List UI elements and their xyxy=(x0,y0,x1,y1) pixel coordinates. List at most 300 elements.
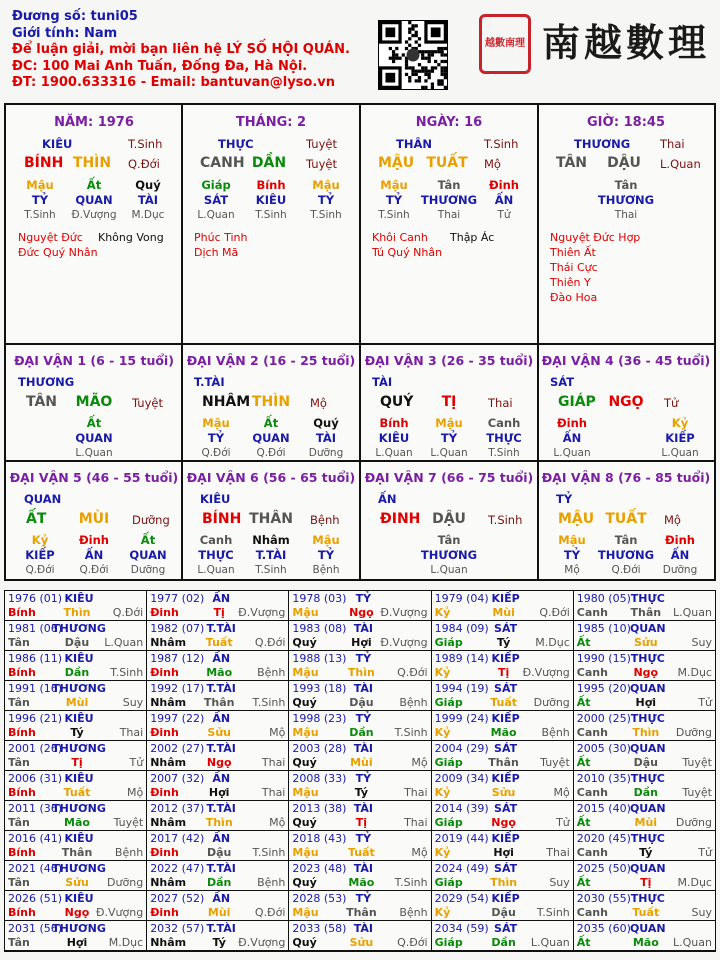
year-label: 2011 (36) xyxy=(8,802,63,815)
year-stem: Giáp xyxy=(434,756,463,769)
year-ten-god: THƯƠNG xyxy=(52,622,106,635)
year-stem: Quý xyxy=(292,936,317,949)
year-cell xyxy=(289,621,431,651)
year-state: M.Dục xyxy=(677,666,712,679)
pillar-state: T.Sinh xyxy=(128,137,163,151)
year-cell xyxy=(432,741,574,771)
year-ten-god: KIẾP xyxy=(491,772,520,785)
hidden-state: Q.Đới xyxy=(611,564,641,576)
hidden-stem: Giáp xyxy=(201,178,231,192)
year-state: L.Quan xyxy=(104,636,144,649)
hidden-ten-god: QUAN xyxy=(129,548,167,562)
hidden-state: Thai xyxy=(437,209,461,221)
year-cell xyxy=(5,891,147,921)
year-cell xyxy=(289,801,431,831)
hidden-ten-god: THỰC xyxy=(198,548,234,562)
year-cell xyxy=(147,681,289,711)
year-cell xyxy=(574,891,716,921)
year-stem: Đinh xyxy=(150,906,179,919)
year-label: 1977 (02) xyxy=(150,592,205,605)
year-ten-god: KIÊU xyxy=(64,772,94,785)
year-state: Mộ xyxy=(411,756,428,769)
pillar-heavenly-stem: TÂN xyxy=(556,155,588,171)
year-label: 1976 (01) xyxy=(8,592,63,605)
year-stem: Tân xyxy=(8,876,30,889)
dai-van-branch: THÂN xyxy=(249,511,293,527)
year-stem: Canh xyxy=(576,786,608,799)
year-ten-god: TÀI xyxy=(353,922,374,935)
year-state: Bệnh xyxy=(399,906,428,919)
year-ten-god: THƯƠNG xyxy=(52,862,106,875)
hidden-state: T.Sinh xyxy=(378,209,410,221)
year-label: 2004 (29) xyxy=(434,742,489,755)
year-cell xyxy=(5,621,147,651)
year-label: 2000 (25) xyxy=(576,712,631,725)
year-label: 2021 (46) xyxy=(8,862,63,875)
hidden-ten-god: THƯƠNG xyxy=(420,193,478,207)
year-cell xyxy=(432,921,574,951)
year-state: Mộ xyxy=(126,786,144,799)
year-label: 2030 (55) xyxy=(576,892,631,905)
dai-van-branch: MÃO xyxy=(75,394,113,410)
year-ten-god: T.TÀI xyxy=(206,922,236,935)
year-stem: Nhâm xyxy=(150,636,187,649)
dai-van-ten-god: TỶ xyxy=(556,492,573,506)
year-stem: Mậu xyxy=(292,666,319,679)
pillar-ten-god: THÂN xyxy=(396,137,432,151)
year-cell xyxy=(289,681,431,711)
hidden-state: L.Quan xyxy=(197,564,235,576)
year-branch: Ngọ xyxy=(64,906,90,919)
dai-van-state: Thai xyxy=(488,396,513,410)
year-branch: Thìn xyxy=(632,726,660,739)
hidden-state: Q.Đới xyxy=(25,564,55,576)
year-label: 2010 (35) xyxy=(576,772,631,785)
phone-email-line: ĐT: 1900.633316 - Email: bantuvan@lyso.vn xyxy=(12,75,336,90)
year-label: 2016 (41) xyxy=(8,832,63,845)
year-label: 2005 (30) xyxy=(576,742,631,755)
hidden-ten-god: QUAN xyxy=(75,193,113,207)
hidden-state: T.Sinh xyxy=(24,209,56,221)
year-state: Mộ xyxy=(269,816,286,829)
year-stem: Mậu xyxy=(292,606,319,619)
year-state: Suy xyxy=(691,906,712,919)
year-cell xyxy=(574,591,716,621)
year-ten-god: ẤN xyxy=(212,712,231,725)
year-branch: Dần xyxy=(64,666,90,679)
pillar-earthly-branch: THÌN xyxy=(72,155,112,171)
grid-divider xyxy=(6,460,714,462)
year-stem: Giáp xyxy=(434,636,463,649)
hidden-ten-god: TỶ xyxy=(317,548,335,562)
year-label: 2001 (26) xyxy=(8,742,63,755)
year-ten-god: THƯƠNG xyxy=(52,682,106,695)
hidden-stem: Nhâm xyxy=(252,533,290,547)
year-ten-god: KIÊU xyxy=(64,832,94,845)
dai-van-title: ĐẠI VẬN 2 (16 - 25 tuổi) xyxy=(186,353,356,368)
hidden-ten-god: THƯƠNG xyxy=(420,548,478,562)
hidden-state: L.Quan xyxy=(197,209,235,221)
year-label: 1987 (12) xyxy=(150,652,205,665)
year-branch: Dần xyxy=(491,936,516,949)
dai-van-state: Mộ xyxy=(310,396,327,410)
year-stem: Kỷ xyxy=(434,906,451,919)
year-cell xyxy=(432,681,574,711)
dai-van-title: ĐẠI VẬN 8 (76 - 85 tuổi) xyxy=(541,470,711,485)
year-cell xyxy=(574,831,716,861)
year-label: 1982 (07) xyxy=(150,622,205,635)
year-stem: Quý xyxy=(292,816,317,829)
year-cell xyxy=(5,861,147,891)
year-cell xyxy=(574,801,716,831)
year-ten-god: SÁT xyxy=(494,742,518,755)
hidden-stem: Bính xyxy=(379,416,409,430)
dai-van-branch: DẬU xyxy=(432,511,466,527)
year-state: Suy xyxy=(691,636,712,649)
pillar-earthly-branch: DẦN xyxy=(251,155,287,171)
year-ten-god: TỶ xyxy=(355,772,372,785)
year-branch: Tị xyxy=(355,816,368,829)
hidden-ten-god: QUAN xyxy=(75,431,113,445)
year-state: Tuyệt xyxy=(682,756,712,769)
year-branch: Thìn xyxy=(63,606,91,619)
dai-van-state: Bệnh xyxy=(310,513,340,527)
dai-van-state: Dưỡng xyxy=(132,513,170,527)
year-cell xyxy=(5,591,147,621)
year-stem: Canh xyxy=(576,726,608,739)
hidden-ten-god: ẤN xyxy=(494,193,514,207)
year-stem: Đinh xyxy=(150,846,179,859)
hidden-stem: Tân xyxy=(437,533,461,547)
year-cell xyxy=(147,711,289,741)
year-branch: Tị xyxy=(213,606,225,619)
hidden-state: Thai xyxy=(614,209,638,221)
year-cell xyxy=(5,801,147,831)
hidden-ten-god: QUAN xyxy=(252,431,290,445)
year-branch: Ngọ xyxy=(491,816,516,829)
year-cell xyxy=(147,831,289,861)
year-ten-god: QUAN xyxy=(629,862,666,875)
year-state: Tuyệt xyxy=(113,816,144,829)
year-ten-god: THỰC xyxy=(630,772,665,785)
grid-divider xyxy=(359,105,361,579)
year-branch: Ngọ xyxy=(633,666,659,679)
hidden-ten-god: TỶ xyxy=(207,431,225,445)
year-state: T.Sinh xyxy=(110,666,144,679)
pillar-state: T.Sinh xyxy=(484,137,519,151)
hidden-ten-god: TỶ xyxy=(317,193,335,207)
year-ten-god: T.TÀI xyxy=(206,742,236,755)
year-branch: Thìn xyxy=(347,666,375,679)
year-state: Dưỡng xyxy=(675,726,712,739)
year-ten-god: TÀI xyxy=(353,802,374,815)
year-state: T.Sinh xyxy=(394,876,428,889)
dai-van-stem: ĐINH xyxy=(380,511,421,527)
year-ten-god: KIÊU xyxy=(64,652,94,665)
hidden-stem: Đinh xyxy=(489,178,519,192)
year-cell xyxy=(432,771,574,801)
hidden-state: T.Sinh xyxy=(488,447,520,459)
hidden-ten-god: TỶ xyxy=(31,193,49,207)
year-label: 2018 (43) xyxy=(292,832,347,845)
shen-sha-star: Nguyệt Đức xyxy=(18,231,83,244)
hidden-ten-god: ẤN xyxy=(670,548,690,562)
year-label: 1980 (05) xyxy=(576,592,631,605)
year-state: L.Quan xyxy=(673,936,712,949)
year-stem: Bính xyxy=(8,846,36,859)
year-branch: Dậu xyxy=(206,846,232,859)
hidden-stem: Mậu xyxy=(312,533,340,547)
year-state: Dưỡng xyxy=(107,876,144,889)
year-stem: Tân xyxy=(8,816,30,829)
year-state: Mộ xyxy=(269,726,286,739)
dai-van-title: ĐẠI VẬN 3 (26 - 35 tuổi) xyxy=(364,353,534,368)
year-ten-god: TỶ xyxy=(355,892,372,905)
hidden-stem: Mậu xyxy=(202,416,230,430)
hidden-state: L.Quan xyxy=(75,447,113,459)
year-state: Tử xyxy=(698,696,712,709)
year-state: Bệnh xyxy=(114,846,144,859)
year-label: 2008 (33) xyxy=(292,772,347,785)
year-branch: Tuất xyxy=(347,846,375,859)
dai-van-state: Mộ xyxy=(664,513,681,527)
year-cell xyxy=(432,711,574,741)
year-stem: Nhâm xyxy=(150,816,187,829)
year-stem: Ất xyxy=(576,756,591,769)
year-cell xyxy=(289,591,431,621)
year-label: 2017 (42) xyxy=(150,832,205,845)
year-stem: Mậu xyxy=(292,906,319,919)
year-branch: Tý xyxy=(212,936,226,949)
year-stem: Tân xyxy=(8,936,30,949)
year-ten-god: TỶ xyxy=(355,592,372,605)
shen-sha-star: Thái Cực xyxy=(550,261,598,274)
year-ten-god: TÀI xyxy=(353,862,374,875)
year-state: Đ.Vượng xyxy=(238,936,286,949)
pillar-earthly-branch: DẬU xyxy=(607,155,641,171)
hidden-stem: Mậu xyxy=(435,416,463,430)
year-label: 1990 (15) xyxy=(576,652,631,665)
year-stem: Nhâm xyxy=(150,936,187,949)
year-ten-god: ẤN xyxy=(212,652,231,665)
year-cell xyxy=(574,741,716,771)
shen-sha-star: Thập Ác xyxy=(450,231,495,244)
year-ten-god: KIÊU xyxy=(64,712,94,725)
dai-van-ten-god: TÀI xyxy=(372,375,393,389)
year-stem: Kỷ xyxy=(434,726,451,739)
year-label: 2027 (52) xyxy=(150,892,205,905)
year-cell xyxy=(289,771,431,801)
year-cell xyxy=(5,771,147,801)
year-cell xyxy=(147,621,289,651)
dai-van-branch: TUẤT xyxy=(605,511,647,527)
year-cell xyxy=(5,651,147,681)
year-ten-god: T.TÀI xyxy=(206,622,236,635)
year-branch: Hợi xyxy=(351,636,372,649)
year-stem: Đinh xyxy=(150,726,179,739)
year-state: Bệnh xyxy=(257,876,286,889)
year-stem: Giáp xyxy=(434,936,463,949)
year-state: T.Sinh xyxy=(252,696,286,709)
hidden-stem: Ất xyxy=(86,178,102,192)
grid-divider xyxy=(181,105,183,579)
hidden-ten-god: THỰC xyxy=(486,431,522,445)
pillar-ten-god: THỰC xyxy=(218,137,254,151)
year-label: 2024 (49) xyxy=(434,862,489,875)
year-label: 1995 (20) xyxy=(576,682,631,695)
grid-divider xyxy=(537,105,539,579)
year-label: 2023 (48) xyxy=(292,862,347,875)
year-stem: Tân xyxy=(8,636,30,649)
year-state: Q.Đới xyxy=(397,936,428,949)
year-ten-god: THƯƠNG xyxy=(52,742,106,755)
year-label: 1998 (23) xyxy=(292,712,347,725)
year-stem: Bính xyxy=(8,666,36,679)
hidden-ten-god: THƯƠNG xyxy=(597,193,655,207)
year-state: Mộ xyxy=(411,846,428,859)
brand-logo: 南越數理 xyxy=(541,20,710,65)
dai-van-state: T.Sinh xyxy=(488,513,523,527)
hidden-state: Dưỡng xyxy=(308,447,344,459)
year-state: Q.Đới xyxy=(539,606,570,619)
year-branch: Mão xyxy=(64,816,90,829)
dai-van-ten-god: QUAN xyxy=(24,492,62,506)
year-state: Đ.Vượng xyxy=(238,606,286,619)
dai-van-stem: QUÝ xyxy=(380,394,414,410)
year-label: 2031 (56) xyxy=(8,922,63,935)
year-ten-god: THƯƠNG xyxy=(52,802,106,815)
year-state: Đ.Vượng xyxy=(380,606,428,619)
year-branch: Thân xyxy=(346,906,377,919)
hidden-state: Bệnh xyxy=(312,564,340,576)
year-branch: Hợi xyxy=(635,696,657,709)
year-stem: Nhâm xyxy=(150,876,187,889)
year-stem: Bính xyxy=(8,906,36,919)
year-stem: Đinh xyxy=(150,786,179,799)
year-branch: Dần xyxy=(633,786,658,799)
year-state: L.Quan xyxy=(673,606,712,619)
year-branch: Tý xyxy=(70,726,84,739)
hidden-state: L.Quan xyxy=(375,447,413,459)
hidden-ten-god: TÀI xyxy=(315,431,337,445)
hidden-ten-god: KIẾP xyxy=(665,431,695,445)
grid-divider xyxy=(6,343,714,345)
year-branch: Tị xyxy=(497,666,510,679)
year-state: Suy xyxy=(122,696,144,709)
year-stem: Bính xyxy=(8,786,36,799)
year-cell xyxy=(432,831,574,861)
year-branch: Thìn xyxy=(490,876,518,889)
year-ten-god: ẤN xyxy=(212,592,231,605)
year-label: 2007 (32) xyxy=(150,772,205,785)
hidden-state: L.Quan xyxy=(661,447,699,459)
year-branch: Sửu xyxy=(207,726,231,739)
year-branch: Thân xyxy=(61,846,93,859)
shen-sha-star: Thiên Ất xyxy=(550,246,596,259)
year-branch: Sửu xyxy=(349,936,374,949)
year-state: Thai xyxy=(119,726,144,739)
hidden-state: Q.Đới xyxy=(79,564,109,576)
year-cell xyxy=(289,651,431,681)
year-cell xyxy=(147,741,289,771)
hidden-stem: Ất xyxy=(263,416,279,430)
hidden-stem: Tân xyxy=(614,178,638,192)
hidden-ten-god: TỶ xyxy=(440,431,458,445)
year-ten-god: TÀI xyxy=(353,682,374,695)
year-ten-god: THƯƠNG xyxy=(52,922,106,935)
year-state: Tuyệt xyxy=(540,756,570,769)
year-state: M.Dục xyxy=(535,636,570,649)
year-ten-god: SÁT xyxy=(494,922,518,935)
dai-van-title: ĐẠI VẬN 1 (6 - 15 tuổi) xyxy=(14,353,174,368)
year-state: T.Sinh xyxy=(394,726,428,739)
dai-van-branch: THÌN xyxy=(251,394,291,410)
year-ten-god: THỰC xyxy=(630,652,665,665)
year-ten-god: THỰC xyxy=(630,832,665,845)
pillar-stem-state: Q.Đới xyxy=(128,157,160,171)
dai-van-stem: NHÂM xyxy=(202,394,251,410)
year-ten-god: THỰC xyxy=(630,592,665,605)
dai-van-ten-god: THƯƠNG xyxy=(18,375,75,389)
hidden-ten-god: SÁT xyxy=(203,193,229,207)
hidden-state: Đ.Vượng xyxy=(71,209,117,221)
year-branch: Tuất xyxy=(205,636,233,649)
year-stem: Ất xyxy=(576,816,591,829)
year-state: Tử xyxy=(556,816,570,829)
hidden-ten-god: KIẾP xyxy=(25,548,55,562)
year-branch: Thìn xyxy=(205,816,233,829)
year-branch: Mão xyxy=(490,726,517,739)
year-branch: Hợi xyxy=(208,786,230,799)
dai-van-title: ĐẠI VẬN 4 (36 - 45 tuổi) xyxy=(541,353,711,368)
year-label: 1983 (08) xyxy=(292,622,347,635)
pillar-stem-state: Mộ xyxy=(484,157,501,171)
dai-van-branch: NGỌ xyxy=(608,394,644,410)
year-stem: Giáp xyxy=(434,816,463,829)
year-label: 2015 (40) xyxy=(576,802,631,815)
year-ten-god: THỰC xyxy=(630,712,665,725)
hidden-stem: Đinh xyxy=(665,533,695,547)
hidden-ten-god: KIÊU xyxy=(378,431,410,445)
year-label: 1988 (13) xyxy=(292,652,347,665)
year-state: Thai xyxy=(546,846,570,859)
year-ten-god: KIẾP xyxy=(491,832,520,845)
year-branch: Tý xyxy=(496,636,511,649)
year-branch: Dần xyxy=(349,726,374,739)
dai-van-title: ĐẠI VẬN 7 (66 - 75 tuổi) xyxy=(364,470,534,485)
year-state: Tử xyxy=(698,846,712,859)
year-state: Dưỡng xyxy=(675,816,712,829)
year-state: Dưỡng xyxy=(533,696,570,709)
hidden-ten-god: TỶ xyxy=(385,193,403,207)
year-cell xyxy=(147,771,289,801)
year-stem: Mậu xyxy=(292,726,319,739)
hidden-stem: Bính xyxy=(256,178,286,192)
year-branch: Mùi xyxy=(65,696,89,709)
pillar-title: NGÀY: 16 xyxy=(415,115,483,130)
year-stem: Kỷ xyxy=(434,606,451,619)
dai-van-ten-god: T.TÀI xyxy=(194,375,225,389)
year-branch: Thân xyxy=(488,756,519,769)
year-cell xyxy=(574,861,716,891)
year-label: 1978 (03) xyxy=(292,592,347,605)
year-cell xyxy=(574,771,716,801)
year-label: 2029 (54) xyxy=(434,892,489,905)
year-ten-god: ẤN xyxy=(212,832,231,845)
year-label: 2022 (47) xyxy=(150,862,205,875)
year-cell xyxy=(289,861,431,891)
dai-van-state: Tử xyxy=(664,396,679,410)
